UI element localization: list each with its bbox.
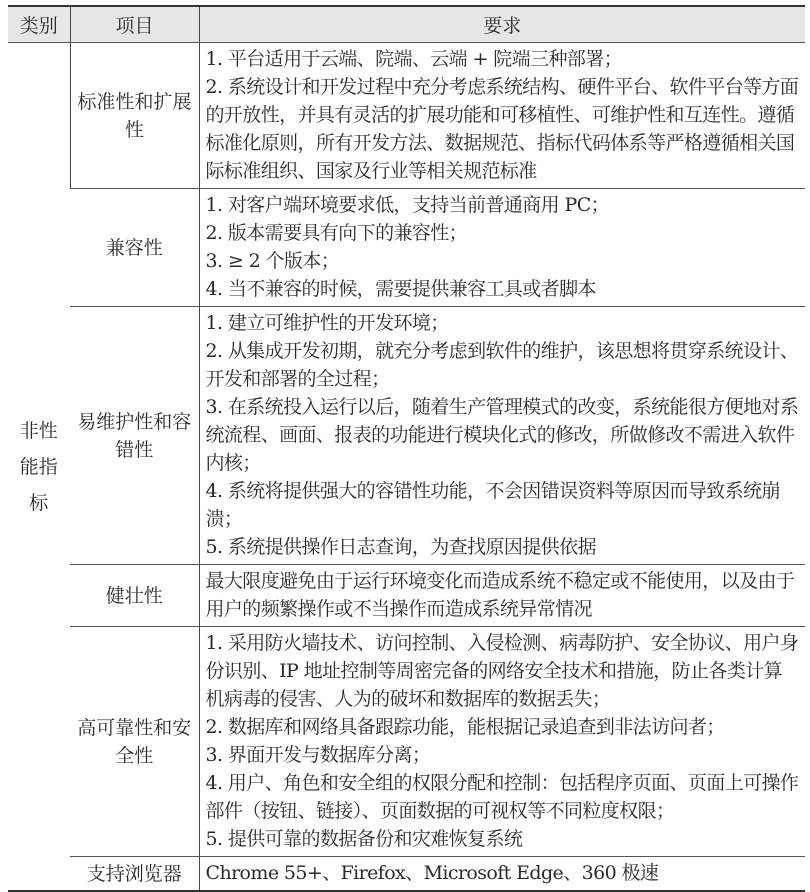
table-row [8, 857, 805, 892]
requirement-cell [199, 307, 805, 565]
item-label: 高可靠性和安全性 [77, 716, 192, 767]
requirement-line: 4. 用户、角色和安全组的权限分配和控制：包括程序页面、页面上可操作部件（按钮、链接）、页面数据的可视权等不同粒度权限； [205, 772, 799, 822]
requirement-line: 4. 系统将提供强大的容错性功能，不会因错误资料等原因而导致系统崩溃； [205, 480, 780, 530]
category-cell [8, 43, 70, 892]
item-cell [70, 627, 199, 857]
requirement-line: 2. 系统设计和开发过程中充分考虑系统结构、硬件平台、软件平台等方面的开放性，并具有灵活的扩展功能和可移植性、可维护性和互连性。遵循标准化原则，所有开发方法、数据规范、指标代码体系等严格遵循相关国际标准组织、国家及行业等相关规范标准 [205, 76, 799, 182]
requirement-line: 3. 在系统投入运行以后，随着生产管理模式的改变，系统能很方便地对系统流程、画面、报表的功能进行模块化式的修改，所做修改不需进入软件内核； [205, 396, 799, 474]
requirement-line: 2. 从集成开发初期，就充分考虑到软件的维护，该思想将贯穿系统设计、开发和部署的全过程； [205, 340, 799, 390]
item-label: 易维护性和容错性 [77, 410, 192, 461]
requirement-line: Chrome 55+、Firefox、Microsoft Edge、360 极速 [205, 862, 659, 884]
item-cell: 支持浏览器 [70, 857, 199, 892]
header-requirement: 要求 [199, 6, 805, 43]
item-cell: 健壮性 [70, 565, 199, 627]
requirement-line: 2. 数据库和网络具备跟踪功能，能根据记录追查到非法访问者； [205, 716, 725, 738]
requirements-table [8, 5, 805, 892]
table-row [8, 189, 805, 307]
category-label: 非性能指标 [19, 419, 58, 514]
table-row [8, 43, 805, 189]
item-cell: 标准性和扩展性 [70, 43, 199, 189]
requirement-line: 1. 建立可维护性的开发环境； [205, 312, 449, 334]
item-cell [70, 307, 199, 565]
requirement-cell [199, 857, 805, 892]
requirement-line: 2. 版本需要具有向下的兼容性； [205, 222, 468, 244]
header-category: 类别 [8, 6, 70, 43]
requirement-line: 1. 平台适用于云端、院端、云端 + 院端三种部署； [205, 48, 623, 70]
requirement-line: 4. 当不兼容的时候，需要提供兼容工具或者脚本 [205, 278, 596, 300]
requirement-cell [199, 565, 805, 627]
requirement-cell [199, 627, 805, 857]
requirement-line: 1. 对客户端环境要求低，支持当前普通商用 PC； [205, 194, 610, 216]
item-cell: 兼容性 [70, 189, 199, 307]
requirement-cell [199, 189, 805, 307]
requirement-line: 最大限度避免由于运行环境变化而造成系统不稳定或不能使用，以及由于用户的频繁操作或不当操作而造成系统异常情况 [205, 570, 795, 620]
table-row [8, 627, 805, 857]
requirement-line: 3. ≥ 2 个版本； [205, 250, 340, 272]
table-row [8, 565, 805, 627]
requirement-line: 1. 采用防火墙技术、访问控制、入侵检测、病毒防护、安全协议、用户身份识别、IP 地址控制等周密完备的网络安全技术和措施，防止各类计算机病毒的侵害、人为的破坏和数据库的数据丢失； [205, 632, 799, 710]
header-item: 项目 [70, 6, 199, 43]
table-row [8, 307, 805, 565]
table-header-row [8, 6, 805, 43]
requirement-line: 3. 界面开发与数据库分离； [205, 744, 431, 766]
requirement-line: 5. 提供可靠的数据备份和灾难恢复系统 [205, 828, 523, 850]
requirement-line: 5. 系统提供操作日志查询，为查找原因提供依据 [205, 536, 596, 558]
requirement-cell [199, 43, 805, 189]
